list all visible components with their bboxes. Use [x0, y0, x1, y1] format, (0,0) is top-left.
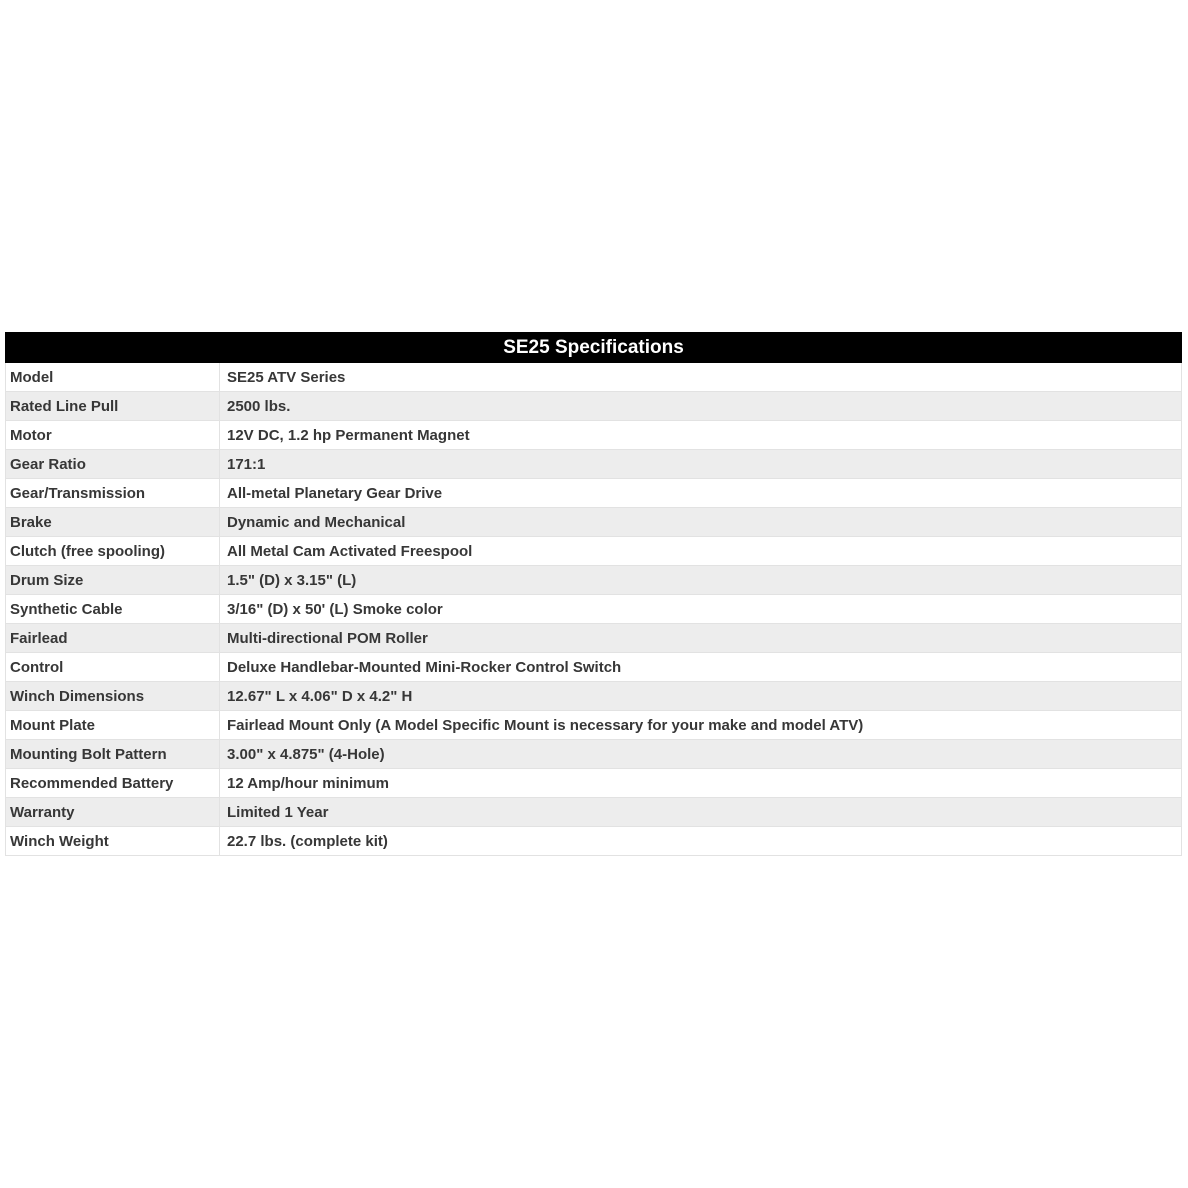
table-title: SE25 Specifications: [5, 332, 1182, 363]
spec-label: Mount Plate: [6, 711, 220, 740]
spec-table-body: [5, 363, 1182, 856]
spec-row: [6, 624, 1182, 653]
spec-row: [6, 769, 1182, 798]
spec-label: Winch Dimensions: [6, 682, 220, 711]
spec-row: [6, 450, 1182, 479]
spec-value: Fairlead Mount Only (A Model Specific Mount is necessary for your make and model ATV): [220, 711, 1182, 740]
specifications-table: [5, 332, 1182, 856]
spec-row: [6, 682, 1182, 711]
spec-label: Motor: [6, 421, 220, 450]
spec-row: [6, 508, 1182, 537]
spec-label: Drum Size: [6, 566, 220, 595]
spec-row: [6, 421, 1182, 450]
spec-value: SE25 ATV Series: [220, 363, 1182, 392]
spec-label: Model: [6, 363, 220, 392]
spec-value: 22.7 lbs. (complete kit): [220, 827, 1182, 856]
spec-label: Brake: [6, 508, 220, 537]
spec-row: [6, 595, 1182, 624]
spec-label: Gear Ratio: [6, 450, 220, 479]
spec-value: Dynamic and Mechanical: [220, 508, 1182, 537]
spec-row: [6, 711, 1182, 740]
spec-label: Gear/Transmission: [6, 479, 220, 508]
spec-row: [6, 537, 1182, 566]
spec-label: Fairlead: [6, 624, 220, 653]
spec-value: 12 Amp/hour minimum: [220, 769, 1182, 798]
spec-label: Control: [6, 653, 220, 682]
spec-value: 3.00" x 4.875" (4-Hole): [220, 740, 1182, 769]
spec-label: Clutch (free spooling): [6, 537, 220, 566]
spec-value: Deluxe Handlebar-Mounted Mini-Rocker Control Switch: [220, 653, 1182, 682]
spec-value: Limited 1 Year: [220, 798, 1182, 827]
spec-row: [6, 653, 1182, 682]
spec-row: [6, 798, 1182, 827]
spec-label: Warranty: [6, 798, 220, 827]
spec-value: 12.67" L x 4.06" D x 4.2" H: [220, 682, 1182, 711]
spec-value: 171:1: [220, 450, 1182, 479]
spec-row: [6, 740, 1182, 769]
spec-label: Recommended Battery: [6, 769, 220, 798]
spec-row: [6, 392, 1182, 421]
spec-value: 2500 lbs.: [220, 392, 1182, 421]
spec-label: Winch Weight: [6, 827, 220, 856]
spec-value: All Metal Cam Activated Freespool: [220, 537, 1182, 566]
spec-row: [6, 566, 1182, 595]
spec-value: 1.5" (D) x 3.15" (L): [220, 566, 1182, 595]
spec-value: 12V DC, 1.2 hp Permanent Magnet: [220, 421, 1182, 450]
spec-value: 3/16" (D) x 50' (L) Smoke color: [220, 595, 1182, 624]
spec-row: [6, 827, 1182, 856]
spec-label: Synthetic Cable: [6, 595, 220, 624]
spec-value: Multi-directional POM Roller: [220, 624, 1182, 653]
spec-row: [6, 363, 1182, 392]
spec-label: Mounting Bolt Pattern: [6, 740, 220, 769]
spec-value: All-metal Planetary Gear Drive: [220, 479, 1182, 508]
spec-label: Rated Line Pull: [6, 392, 220, 421]
spec-row: [6, 479, 1182, 508]
